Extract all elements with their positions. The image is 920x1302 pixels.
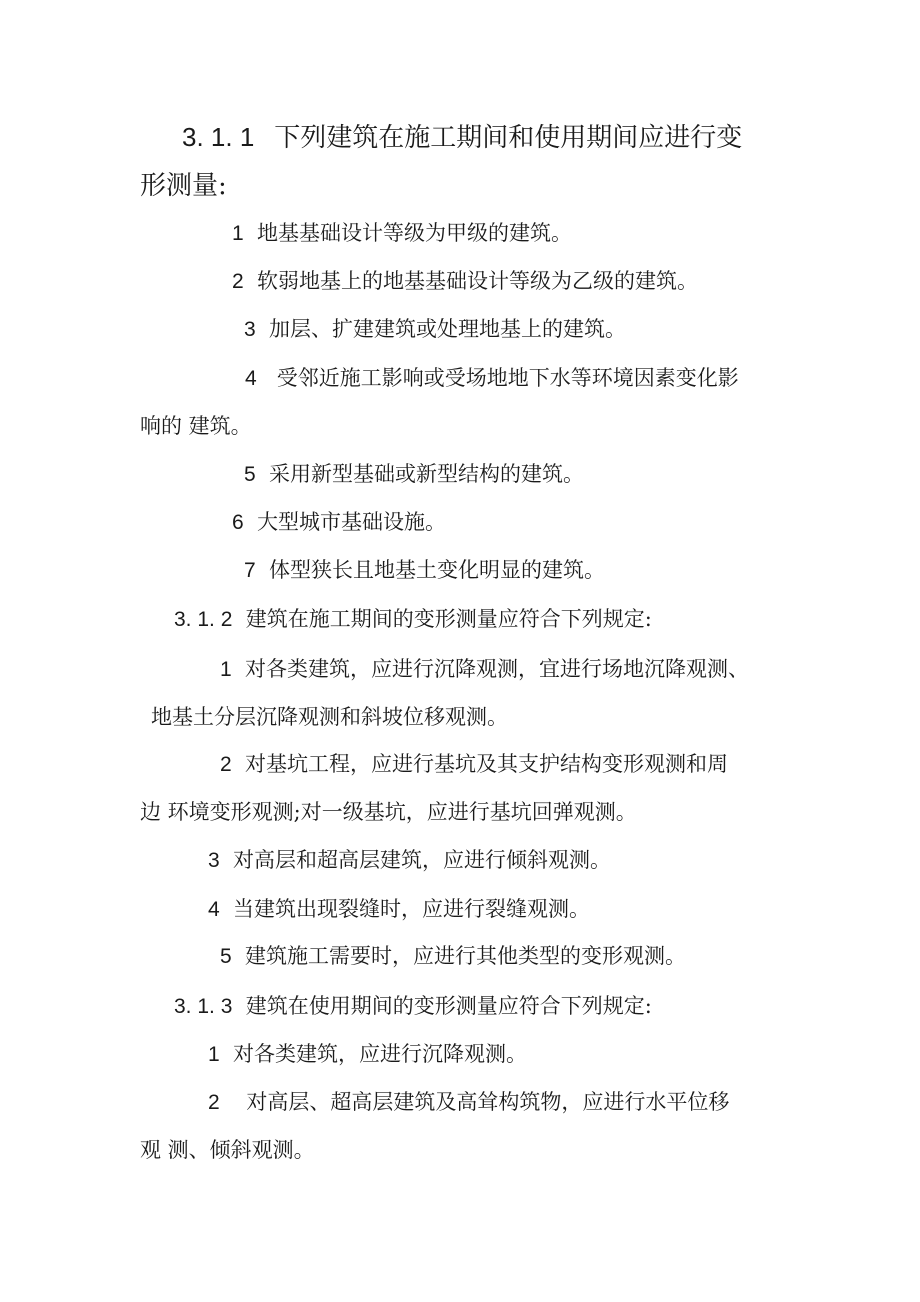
item-number: 6 <box>232 511 244 534</box>
item-text: 边 环境变形观测;对一级基坑，应进行基坑回弹观测。 <box>140 800 637 824</box>
item-text: 软弱地基上的地基基础设计等级为乙级的建筑。 <box>257 269 699 293</box>
item-text: 大型城市基础设施。 <box>257 510 447 534</box>
section-title-cont: 形测量: <box>140 171 227 201</box>
list-item <box>220 750 728 779</box>
section-title: 下列建筑在施工期间和使用期间应进行变 <box>274 123 743 153</box>
item-text: 响的 建筑。 <box>140 414 252 438</box>
item-number: 3 <box>208 849 220 872</box>
section-number: 3. 1. 2 <box>174 608 233 631</box>
section-number: 3. 1. 1 <box>182 122 255 152</box>
item-text: 体型狭长且地基土变化明显的建筑。 <box>269 558 606 582</box>
list-item-cont <box>140 798 637 826</box>
item-number: 4 <box>245 367 257 390</box>
item-text: 地基基础设计等级为甲级的建筑。 <box>257 221 573 245</box>
item-text: 对各类建筑，应进行沉降观测。 <box>233 1042 528 1066</box>
list-item <box>208 895 590 924</box>
item-number: 1 <box>232 222 244 245</box>
list-item <box>244 556 605 585</box>
list-item <box>232 219 572 248</box>
item-number: 1 <box>208 1043 220 1066</box>
item-text: 对高层和超高层建筑，应进行倾斜观测。 <box>233 848 612 872</box>
list-item <box>208 1040 527 1069</box>
item-number: 1 <box>220 658 232 681</box>
list-item <box>208 846 611 875</box>
item-text: 当建筑出现裂缝时，应进行裂缝观测。 <box>233 897 591 921</box>
list-item-cont <box>140 1136 315 1164</box>
list-item <box>208 1088 729 1117</box>
item-text: 受邻近施工影响或受场地地下水等环境因素变化影 <box>276 366 739 390</box>
item-text: 对基坑工程，应进行基坑及其支护结构变形观测和周 <box>245 752 729 776</box>
item-text: 观 测、倾斜观测。 <box>140 1138 315 1162</box>
item-number: 2 <box>220 753 232 776</box>
item-number: 5 <box>244 463 256 486</box>
item-text: 加层、扩建建筑或处理地基上的建筑。 <box>269 317 627 341</box>
item-number: 2 <box>232 270 244 293</box>
list-item <box>232 267 698 296</box>
item-text: 对各类建筑，应进行沉降观测，宜进行场地沉降观测、 <box>245 657 750 681</box>
section-title: 建筑在施工期间的变形测量应符合下列规定: <box>245 607 652 631</box>
item-text: 地基土分层沉降观测和斜坡位移观测。 <box>151 705 508 729</box>
list-item <box>244 460 584 489</box>
section-3-1-1-heading-cont <box>140 169 227 203</box>
item-number: 3 <box>244 318 256 341</box>
item-text: 对高层、超高层建筑及高耸构筑物，应进行水平位移 <box>246 1090 730 1114</box>
list-item <box>244 315 626 344</box>
section-3-1-1-heading <box>182 120 742 155</box>
list-item-cont <box>151 703 508 731</box>
section-number: 3. 1. 3 <box>174 995 233 1018</box>
list-item <box>220 942 686 971</box>
list-item-cont <box>140 412 252 440</box>
item-number: 2 <box>208 1091 220 1114</box>
item-number: 4 <box>208 898 220 921</box>
item-text: 建筑施工需要时，应进行其他类型的变形观测。 <box>245 944 687 968</box>
list-item <box>220 655 749 684</box>
section-3-1-2-heading <box>174 605 652 634</box>
section-3-1-3-heading <box>174 992 652 1021</box>
item-number: 5 <box>220 945 232 968</box>
item-number: 7 <box>244 559 256 582</box>
item-text: 采用新型基础或新型结构的建筑。 <box>269 462 585 486</box>
section-title: 建筑在使用期间的变形测量应符合下列规定: <box>245 994 652 1018</box>
list-item <box>245 364 739 393</box>
list-item <box>232 508 446 537</box>
